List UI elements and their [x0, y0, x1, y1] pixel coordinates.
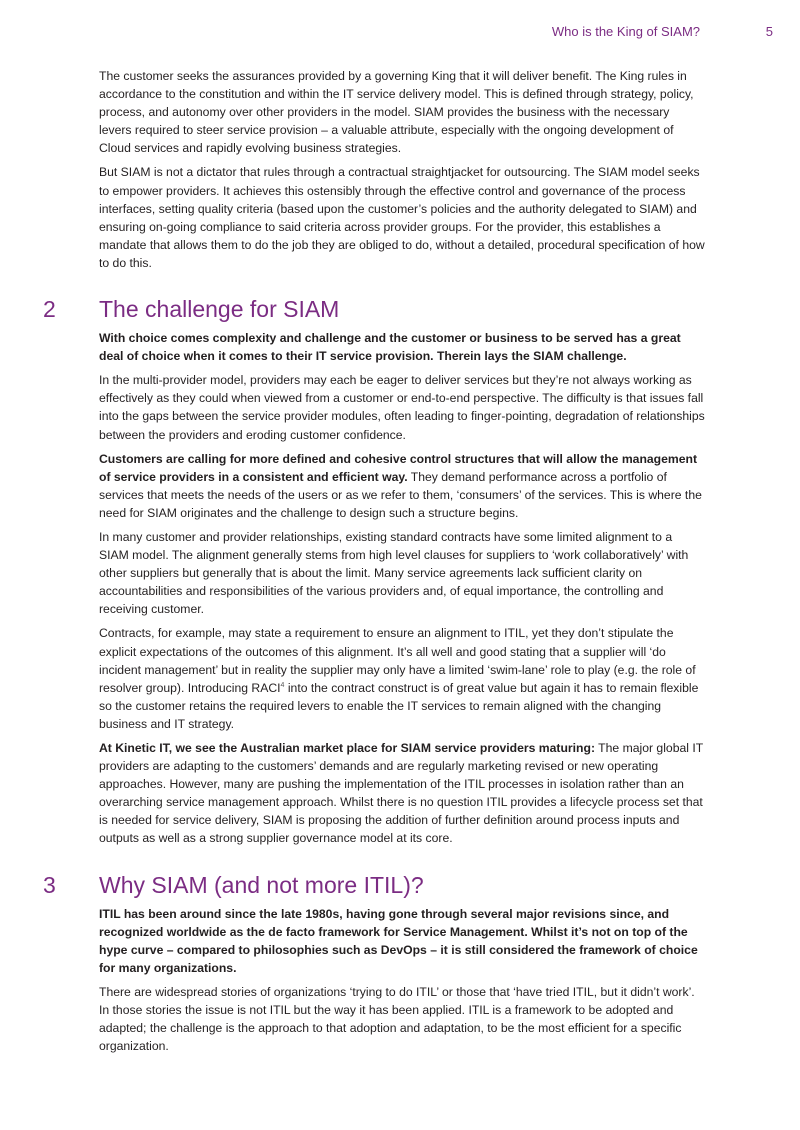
intro-paragraph-1: The customer seeks the assurances provided by a governing King that it will deliver benefit. The King rules in accordance to the constitution and within the IT service delivery model. This is defined through strategy, policy, process, and autonomy over other providers in the model. SIAM provides the business with the necessary levers required to steer service provision – a valuable attribute, especially with the ongoing development of Cloud services and rapidly evolving business strategies. — [99, 69, 694, 156]
section-2-paragraph-3 — [99, 450, 705, 522]
section-3-lead: ITIL has been around since the late 1980s, having gone through several major revisions since, and recognized worldwide as the de facto framework for Service Management. Whilst it’s not on top of the hype curve – compared to philosophies such as DevOps – it is still considered the framework of choice for many organizations. — [99, 906, 698, 975]
text-run: into the contract construct is of great value but again it has to remain flexible so the customer retains the required levers to enable the IT services to remain aligned with the changing business and IT strategy. — [99, 680, 699, 731]
section-2-lead: With choice comes complexity and challenge and the customer or business to be served has a great deal of choice when it comes to their IT service provision. Therein lays the SIAM challenge. — [99, 331, 681, 364]
running-title: Who is the King of SIAM? — [551, 24, 700, 39]
footnote-ref: 4 — [280, 681, 285, 689]
section-2-heading — [43, 296, 705, 329]
text-run: Contracts, for example, may state a requirement to ensure an alignment to ITIL, yet they don’t stipulate the explicit expectations of the outcomes of this alignment. It’s all well and good stating that a supplier will ‘do incident management’ but in reality the supplier may only have a limited ‘swim-lane’ role to play (e.g. the role of resolver group). Introducing RACI — [99, 626, 696, 695]
section-number: 3 — [43, 871, 56, 898]
section-2-paragraph-5 — [99, 624, 705, 733]
section-number: 2 — [43, 296, 56, 323]
page-number: 5 — [765, 24, 773, 39]
section-3-heading — [43, 871, 705, 905]
section-title: The challenge for SIAM — [99, 296, 340, 323]
intro-paragraph-2: But SIAM is not a dictator that rules through a contractual straightjacket for outsourcing. The SIAM model seeks to empower providers. It achieves this ostensibly through the effective control and governance of the process interfaces, setting quality criteria (based upon the customer’s policies and the authority delegated to SIAM) and ensuring on-going compliance to said criteria across provider groups. For the provider, this establishes a mandate that allows them to do the job they are obliged to do, without a detailed, procedural specification of how to do this. — [99, 165, 705, 270]
page-header — [0, 24, 800, 42]
section-2-paragraph-2: In the multi-provider model, providers may each be eager to deliver services but they’re not always working as effectively as they could when viewed from a customer or end-to-end perspective. The difficulty is that issues fall into the gaps between the service provider modules, often leading to finger-pointing, degradation of relationships between the providers and eroding customer confidence. — [99, 373, 705, 442]
bold-run: Customers are calling for more defined and cohesive control structures that will allow the management of service providers in a consistent and efficient way. — [99, 451, 698, 484]
text-run: They demand performance across a portfolio of services that meets the needs of the users or as we refer to them, ‘consumers’ of the services. This is where the need for SIAM originates and the challenge to design such a structure begins. — [99, 469, 702, 520]
bold-run: At Kinetic IT, we see the Australian market place for SIAM service providers maturing: — [99, 741, 596, 755]
section-3-paragraph-2: There are widespread stories of organizations ‘trying to do ITIL’ or those that ‘have tried ITIL, but it didn’t work’. In those stories the issue is not ITIL but the way it has been applied. ITIL is a framework to be adopted and adapted; the challenge is the approach to that adoption and adaptation, to be the most efficient for a specific organization. — [99, 984, 695, 1054]
section-2-paragraph-6 — [99, 739, 705, 848]
section-title: Why SIAM (and not more ITIL)? — [99, 871, 424, 898]
page-body — [43, 67, 705, 1061]
section-2-paragraph-4: In many customer and provider relationships, existing standard contracts have some limited alignment to a SIAM model. The alignment generally stems from high level clauses for suppliers to ‘work collaboratively’ with other suppliers but generally that is about the limit. Many service agreements lack sufficient clarity on accountabilities and responsibilities of the various providers and, of equal importance, the controlling and receiving customer. — [99, 529, 689, 617]
text-run: The major global IT providers are adapting to the customers’ demands and are regularly marketing revised or new operating approaches. However, many are pushing the implementation of the ITIL processes in isolation rather than an overarching service management approach. Whilst there is no question ITIL provides a lifecycle process set that is needed for service delivery, SIAM is proposing the addition of further definition around process inputs and outputs as well as a strong supplier governance model at its core. — [99, 741, 703, 846]
